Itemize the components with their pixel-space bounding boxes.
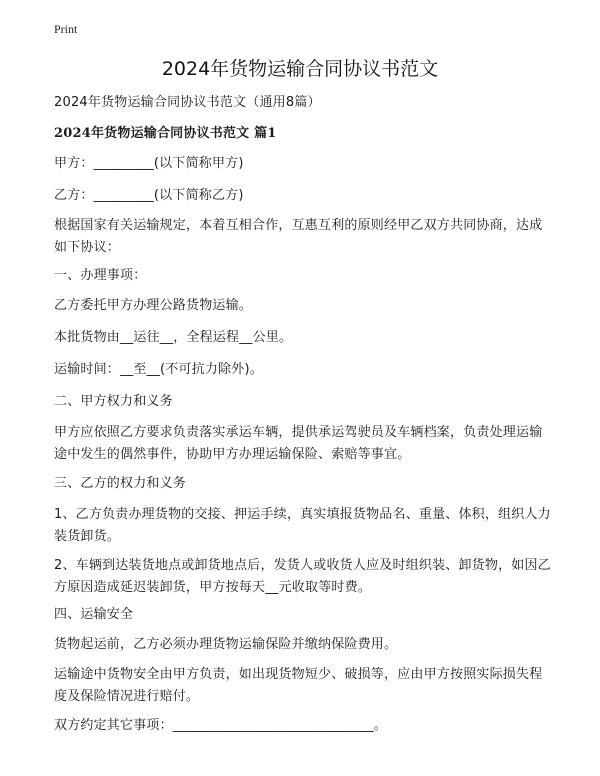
paragraph: 货物起运前，乙方必须办理货物运输保险并缴纳保险费用。 bbox=[54, 637, 398, 652]
page-title: 2024年货物运输合同协议书范文 bbox=[161, 58, 439, 80]
party-b-line: 乙方：_________(以下简称乙方) bbox=[54, 188, 244, 203]
paragraph: 运输途中货物安全由甲方负责，如出现货物短少、破损等，应由甲方按照实际损失程度及保险情况进行赔付。 bbox=[54, 667, 543, 704]
paragraph: 本批货物由__运往__，全程运程__公里。 bbox=[54, 330, 293, 345]
paragraph: 2、车辆到达装货地点或卸货地点后，发货人或收货人应及时组织装、卸货物，如因乙方原因造成延迟装卸货，甲方按每天__元收取等时费。 bbox=[54, 558, 551, 595]
section-3-heading: 三、乙方的权力和义务 bbox=[54, 476, 187, 491]
section-1-heading: 一、办理事项： bbox=[54, 268, 147, 283]
section-2-heading: 二、甲方权力和义务 bbox=[54, 394, 173, 409]
intro-paragraph: 根据国家有关运输规定，本着互相合作，互惠互利的原则经甲乙双方共同协商，达成如下协议： bbox=[54, 218, 543, 255]
paragraph: 双方约定其它事项：______________________________。 bbox=[54, 718, 388, 733]
paragraph: 甲方应依照乙方要求负责落实承运车辆，提供承运驾驶员及车辆档案，负责处理运输途中发生的偶然事件，协助甲方办理运输保险、索赔等事宜。 bbox=[54, 425, 543, 462]
paragraph: 乙方委托甲方办理公路货物运输。 bbox=[54, 298, 253, 313]
subtitle: 2024年货物运输合同协议书范文（通用8篇） bbox=[54, 95, 321, 110]
paragraph: 1、乙方负责办理货物的交接、押运手续，真实填报货物品名、重量、体积，组织人力装货卸货。 bbox=[54, 507, 551, 544]
print-link[interactable]: Print bbox=[54, 22, 78, 36]
paragraph: 运输时间：__至__(不可抗力除外)。 bbox=[54, 362, 263, 377]
section-4-heading: 四、运输安全 bbox=[54, 607, 134, 622]
section-heading: 2024年货物运输合同协议书范文 篇1 bbox=[54, 126, 277, 141]
party-a-line: 甲方：_________(以下简称甲方) bbox=[54, 156, 244, 171]
